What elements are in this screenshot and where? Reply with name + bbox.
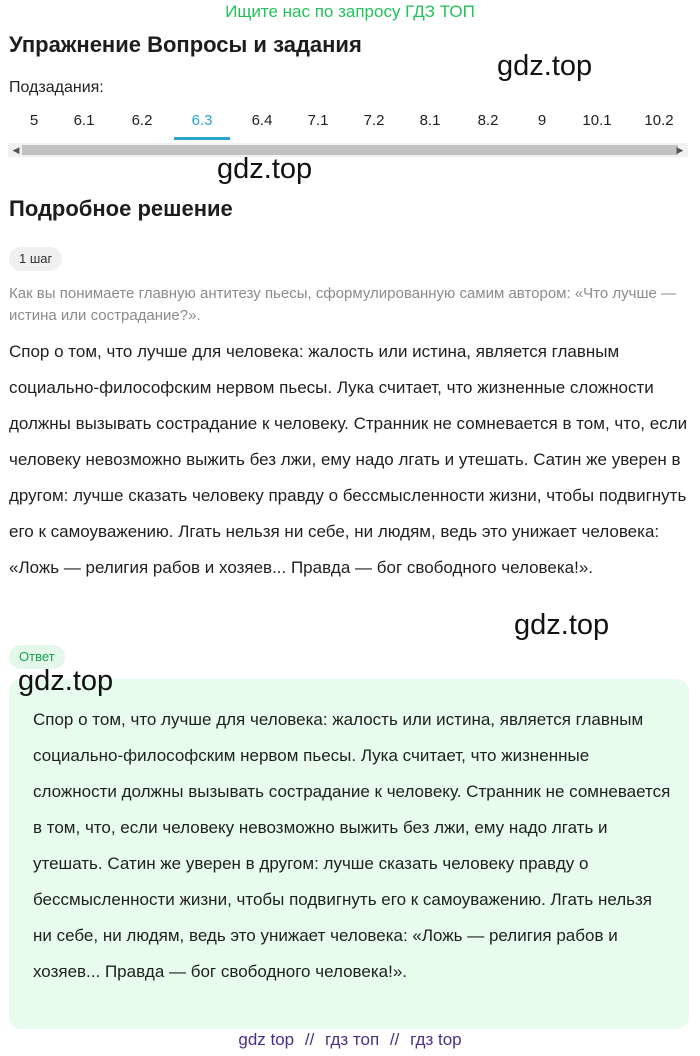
promo-banner[interactable]: Ищите нас по запросу ГДЗ ТОП [225, 2, 475, 21]
footer-link[interactable]: gdz top [238, 1030, 295, 1049]
subtask-tab[interactable]: 9 [537, 112, 547, 129]
footer-links [0, 1030, 700, 1050]
footer-separator: // [389, 1030, 400, 1049]
watermark: gdz.top [18, 665, 114, 697]
subtask-tab[interactable]: 10.2 [644, 112, 674, 129]
scrollbar-thumb[interactable] [22, 145, 678, 155]
page-title: Упражнение Вопросы и задания [9, 32, 362, 57]
subtask-tab[interactable]: 7.1 [307, 112, 329, 129]
solution-title: Подробное решение [9, 196, 233, 221]
step-badge: 1 шаг [9, 247, 62, 271]
tabs-scrollbar[interactable] [8, 143, 688, 157]
answer-badge: Ответ [9, 645, 65, 669]
subtask-tab[interactable]: 7.2 [363, 112, 385, 129]
subtask-tab[interactable]: 8.1 [419, 112, 441, 129]
watermark: gdz.top [217, 153, 313, 185]
solution-text: Спор о том, что лучше для человека: жалость или истина, является главным социально-философским нервом пьесы. Лука считает, что жизненные сложности должны вызывать сострадание к человеку. Странник не сомневается в том, что, если человеку невозможно выжить без лжи, ему надо лгать и утешать. Сатин же уверен в другом: лучше сказать человеку правду о бессмысленности жизни, чтобы подвигнуть его к самоуважению. Лгать нельзя ни себе, ни людям, ведь это унижает человека: «Ложь — религия рабов и хозяев... Правда — бог свободного человека!». [9, 342, 688, 577]
subtasks-tabs [6, 108, 696, 140]
subtask-tab[interactable]: 10.1 [582, 112, 612, 129]
subtask-tab-active[interactable]: 6.3 [174, 108, 230, 140]
subtask-tab[interactable]: 6.4 [251, 112, 273, 129]
question-text: Как вы понимаете главную антитезу пьесы, сформулированную самим автором: «Что лучше — истина или сострадание?». [9, 285, 676, 324]
footer-link[interactable]: гдз топ [325, 1030, 380, 1049]
answer-text: Спор о том, что лучше для человека: жалость или истина, является главным социально-философским нервом пьесы. Лука считает, что жизненные сложности должны вызывать сострадание к человеку. Странник не сомневается в том, что, если человеку невозможно выжить без лжи, ему надо лгать и утешать. Сатин же уверен в другом: лучше сказать человеку правду о бессмысленности жизни, чтобы подвигнуть его к самоуважению. Лгать нельзя ни себе, ни людям, ведь это унижает человека: «Ложь — религия рабов и хозяев... Правда — бог свободного человека!». [33, 710, 671, 981]
scroll-left-arrow-icon[interactable]: ◀ [12, 145, 20, 155]
subtask-tab[interactable]: 5 [29, 112, 39, 129]
footer-link[interactable]: гдз top [410, 1030, 462, 1049]
subtask-tab[interactable]: 8.2 [477, 112, 499, 129]
subtask-tab[interactable]: 6.2 [131, 112, 153, 129]
subtask-tab[interactable]: 6.1 [73, 112, 95, 129]
footer-separator: // [304, 1030, 315, 1049]
watermark: gdz.top [514, 609, 610, 641]
watermark: gdz.top [497, 50, 593, 82]
scroll-right-arrow-icon[interactable]: ▶ [676, 145, 684, 155]
subtasks-label: Подзадания: [9, 79, 104, 96]
